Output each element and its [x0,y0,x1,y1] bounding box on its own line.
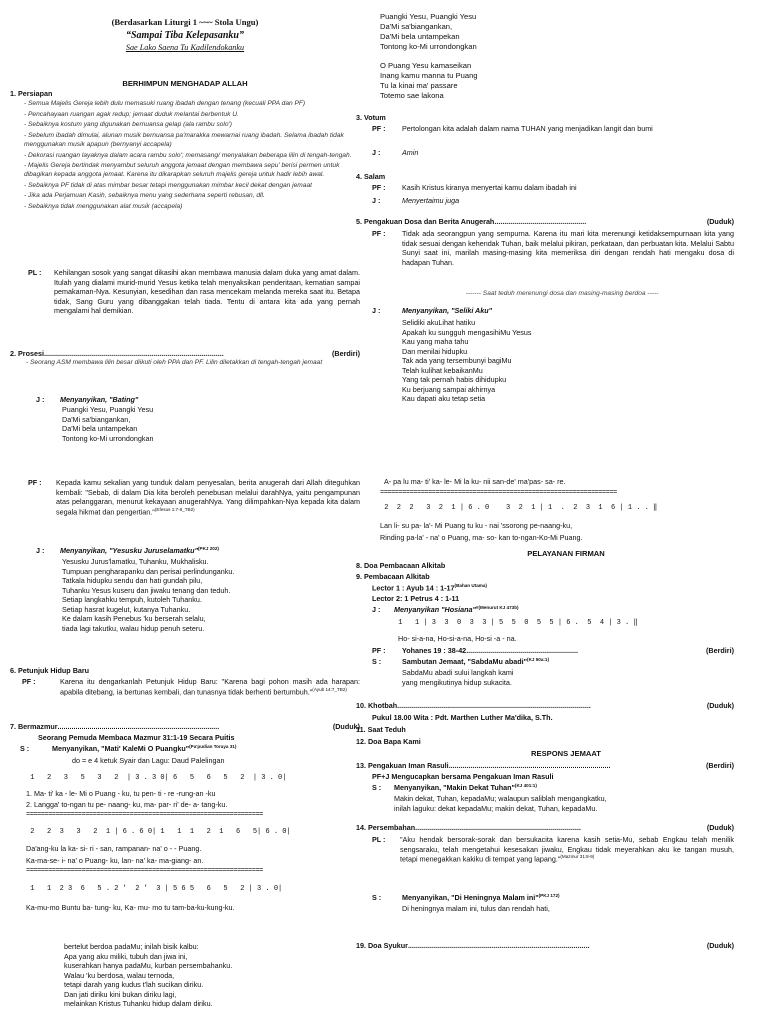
seliki-heading [372,306,492,316]
creed-instruction: PF+J Mengucapkan bersama Pengakuan Iman Rasuli [372,772,554,781]
scripture-ref: (Efesus 1:7-8_TB2) [154,506,195,512]
note: - Sebaiknya tidak menggunakan alat musik (accapela) [24,203,183,211]
lyric-line: Da'Mi bela untampekan [380,32,460,42]
response-text: Menyertaimu juga [402,196,460,205]
leader-dots: .............................................. [494,217,587,226]
j-tag: J : [372,605,381,614]
section-14-label: 14. Persembahan [356,823,416,832]
posture: (Duduk) [706,701,734,710]
sermon-info: Pukul 18.00 Wita : Pdt. Marthen Luther Ma'dika, S.Th. [372,713,553,722]
offering-pl [372,835,734,864]
note: - Sebaiknya PF tidak di atas mimbar besar tetapi menggunakan mimbar kecil dekat dengan jemaat [24,181,312,189]
song-title: Menyanyikan "Hosiana" [394,605,476,614]
song-ref: (KJ 50a:1) [527,657,550,662]
lyric-line: tiada lagi takutku, walau hidup penuh seteru. [62,623,205,633]
preparation-notes [24,100,360,212]
section-8-label: 8. Doa Pembacaan Alkitab [356,561,446,570]
pf-tag: PF : [22,677,36,686]
song-ref: (Pa'pudian Toraya 31) [189,744,237,749]
lyric-line: Rinding pa-la' - na' o Puang, ma- so- kan to-ngan-Ko-Mi Puang. [380,533,583,542]
lyric-line: Puangki Yesu, Puangki Yesu [62,405,154,414]
section-19-label: 19. Doa Syukur [356,941,408,950]
staff-separator: ================================================================ [26,867,263,875]
hosiana-heading [372,605,519,615]
sabdamu-lyrics [402,668,513,687]
song-ref: #(Menurut KJ 473b) [475,605,519,610]
lyric-line: Yesusku Jurus'lamatku, Tuhanku, Mukhalisku. [62,557,209,566]
song-title: Menyanyikan, "Di Heningnya Malam ini" [402,893,539,902]
lyric-line: Ku berjuang sampai akhirnya [402,384,496,394]
lector-1-text: Lector 1 : Ayub 14 : 1-17 [372,583,455,593]
section-14-header [356,823,734,833]
j-tag: J : [36,395,45,404]
silent-prayer-note: ------- Saat teduh merenungi dosa dan masing-masing berdoa ----- [465,290,659,297]
scripture-ref: (Ayub 14:7_TB2) [312,686,347,692]
makin-dekat-heading [372,783,537,793]
bating-lyrics-continued [380,12,478,101]
lyric-line: Ka-mu-mo Buntu ba- tung- ku, Ka- mu- mo tu tam-ba-ku-kung-ku. [26,903,235,912]
lyric-line: Yang tak pernah habis dihidupku [402,375,507,384]
offering-body: "Aku hendak bersorak-sorak dan bersukacita karena kasih setia-Mu, sebab Engkau telah menilik sengsaraku, telah mengetahui kesesakan jiwaku, Engkau tidak meyerahkan aku ke tangan musuh, tetapi menegakkan kakiku di tempat yang lapang." [400,835,734,864]
lyric-line: Tuhanku Yesus kuseru dan jiwaku tenang dan teduh. [62,585,231,595]
lyric-line: Da'ang-ku la ka- si- ri - san, rampanan- na' o - - Puang. [26,844,202,853]
lyric-line: Telah kulihat kebaikanMu [402,365,483,375]
j-tag: J : [372,196,381,205]
s-tag: S : [20,744,30,753]
petunjuk-body: Karena itu dengarkanlah Petunjuk Hidup Baru: "Karena bagi pohon masih ada harapan: apabila ditebang, ia bertunas kembali, dan tunasnya tidak berhenti bertumbuh." [60,677,360,696]
j-tag: J : [36,546,45,555]
staff-separator: ================================================================ [380,489,617,497]
lyric-line: A- pa lu ma- ti' ka- le- Mi la ku- nii san-de' ma'pas- sa- re. [384,477,566,486]
section-12-label: 12. Doa Bapa Kami [356,737,421,746]
section-title-respons: RESPONS JEMAAT [531,749,601,758]
note: - Jika ada Perjamuan Kasih, sebaiknya menu yang sederhana seperti rebusan, dll. [24,192,265,200]
song-title: Menyanyikan, "Bating" [60,395,139,404]
j-tag: J : [372,306,381,315]
petunjuk-hidup-baru [22,677,360,696]
lyric-line: Walau 'ku berdosa, walau ternoda, [64,970,175,980]
section-7-header [10,722,360,732]
posture: (Berdiri) [332,349,360,358]
psalm-song-heading [20,744,236,754]
pf-tag: PF : [372,124,386,133]
posture: (Duduk) [706,217,734,226]
notation-line-3: 1 1 2 3 6 5 . 2 ' 2 ' 3 | 5 6 5 6 5 2 | 3 . 0| [26,885,283,893]
lyric-line: kuserahkan hanya padaMu, kurban persembahanku. [64,961,233,970]
lyric-line: Tontong ko-Mi urrondongkan [380,42,477,52]
liturgy-line: (Berdasarkan Liturgi 1 ~~~ Stola Ungu) [111,17,259,27]
procession-note: - Seorang ASM membawa lilin besar diikuti oleh PPA dan PF. Lilin diletakkan di tengah-tengah jemaat [26,359,323,366]
pf-tag: PF : [372,229,386,238]
s-tag: S : [372,783,382,792]
lyric-line: Da'Mi sa'biangankan, [62,414,131,424]
lyric-line: Tontong ko-Mi urrondongkan [62,433,154,443]
salam-j [372,196,459,206]
votum-text: Pertolongan kita adalah dalam nama TUHAN yang menjadikan langit dan bumi [402,124,653,133]
votum-pf [372,124,732,134]
lyric-line: Tumpuan pengharapanku dan perisai perlindunganku. [62,566,235,576]
j-tag: J : [372,148,381,157]
lyric-line: Ka-ma-se- i- na' o Puang- ku, lan- na' ka- ma-giang- an. [26,856,204,865]
seliki-lyrics [402,318,531,404]
song-title: Sambutan Jemaat, "SabdaMu abadi" [402,657,528,666]
pl-tag: PL : [372,835,386,844]
leader-dots: ........................................................................................... [407,941,590,950]
note: - Pencahayaan ruangan agak redup; jemaat duduk melantai berbentuk U. [24,110,239,118]
section-3-label: 3. Votum [356,113,386,122]
pf-grace-body: Kepada kamu sekalian yang tunduk dalam penyesalan, berita anugerah dari Allah diteguhkan kembali: "Sebab, di dalam Dia kita beroleh penebusan melalui darahNya, yaitu pengampunan atas pelanggaran, menurut kekayaan anugerahNya. Yang dilimpahkan-Nya kepada kita dalam segala hikmat dan pengertian." [56,478,360,516]
continued-lyrics [64,942,232,1009]
s-tag: S : [372,893,382,902]
song-title: Menyanyikan, "Makin Dekat Tuhan" [394,783,515,792]
song-ref: (PKJ 172) [538,893,560,898]
posture: (Berdiri) [706,646,734,655]
lyric-line: Ke dalam kasih Penebus 'ku berserah selalu, [62,614,206,623]
lyric-line: Da'Mi bela untampekan [62,424,138,433]
pengakuan-text: Tidak ada seorangpun yang sempurna. Karena itu mari kita merenungi ketidaksempurnaan kita yang tidak sesuai dengan kehendak Tuhan, baik melalui pikiran, perkataan, dan perbuatan kita. Melalui Sabtu Sunyi saat ini, marilah masing-masing kita memeriksa diri dengan rendah hati mengaku dosa di hadapan Tuhan. [402,229,734,267]
note: - Dekorasi ruangan layaknya dalam acara rambu solo'; memasang/ menyalakan beberapa lilin di tengah-tengah. [24,151,352,159]
section-2-label: 2. Prosesi [10,349,44,358]
lyric-line: Tak ada yang tersembunyi bagiMu [402,356,512,365]
lyric-line: Makin dekat, Tuhan, kepadaMu; walaupun saliblah mengangkatku, [394,794,607,803]
lyric-line: Dan jati diriku kini bukan diriku lagi, [64,989,177,999]
section-4-label: 4. Salam [356,172,386,181]
pf-tag: PF : [28,478,42,487]
lyric-line: Lan li- su pa- la'- Mi Puang tu ku - nai 'ssorong pe-naang-ku, [380,521,573,530]
pf-grace [28,478,360,516]
makin-dekat-lyrics [394,794,607,813]
section-2-header [10,349,360,359]
votum-j [372,148,418,158]
psalm-instruction: Seorang Pemuda Membaca Mazmur 31:1-19 Secara Puitis [38,733,235,742]
section-9-label: 9. Pembacaan Alkitab [356,572,430,581]
bating-lyrics [62,405,154,443]
salam-pf [372,183,577,193]
lyric-line: bertelut berdoa padaMu; inilah bisik kalbu: [64,942,199,951]
salam-text: Kasih Kristus kiranya menyertai kamu dalam ibadah ini [402,183,577,192]
notation-line: 1 1 | 3 3 0 3 3 | 5 5 0 5 5 | 6 . 5 4 | 3 . ‖ [394,619,638,627]
lyric-line: Kau yang maha tahu [402,337,469,346]
lyric-line: tetapi darah yang kudus t'lah sucikan diriku. [64,980,204,989]
heningnya-heading [372,893,560,903]
lyric-line: inilah laguku: dekat kepadaMu; makin dekat, Tuhan, kepadaMu. [394,803,598,813]
lyric-line: Apakah ku sungguh mengasihiMu Yesus [402,327,532,337]
section-5-label: 5. Pengakuan Dosa dan Berita Anugerah [356,217,495,226]
lector-1-note: (Bahan Utama) [454,583,487,588]
theme-subtitle: Sae Lako Saena Tu Kadilendokanku [125,43,245,52]
response-text: Amin [402,148,419,157]
pf-tag: PF : [372,183,386,192]
yesusku-lyrics [62,557,234,633]
posture: (Duduk) [706,823,734,832]
pl-text: Kehilangan sosok yang sangat dikasihi akan membawa manusia dalam duka yang amat dalam. Itulah yang dialami murid-murid Yesus ketika telah menyaksikan penderitaan, kematian sampai pemakaman-Nya. Kesunyian, kesedihan dan rasa mencekam melanda mereka saat itu. Betapa tidak, Sang Guru yang dibanggakan telah tiada. Tentu di antara kita ada yang pernah mengalami hal demikian. [54,268,360,315]
section-10-header [356,701,734,711]
lyric-line: 2. Langga' to-ngan tu pe- naang- ku, ma- par- ri' de- a- tang-ku. [26,800,228,809]
pl-tag: PL : [28,268,42,277]
pf-grace-text [50,478,360,516]
offering-text [394,835,734,864]
pf-tag: PF : [372,646,386,655]
note: - Semua Majelis Gereja lebih dulu memasuki ruang ibadah dengan tenang (kecuali PPA dan PF) [24,100,306,107]
lyric-line: SabdaMu abadi sului langkah kami [402,668,514,677]
lyric-line: 1. Ma- ti' ka - le- Mi o Puang - ku, tu pen- ti - re -rung-an -ku [26,789,216,798]
notation-line-1: 1 2 3 5 3 2 | 3 . 3 0| 6 5 6 5 2 | 3 . 0| [26,774,287,782]
note: - Sebelum ibadah dimulai, alunan musik bernuansa pa'marakka mewarnai ruang ibadah. Selama ibadah tidak menggunakan musik apapun (bernyanyi accapela) [24,132,344,148]
gospel-ref: Yohanes 19 : 38-42 [402,646,467,655]
sabdamu-heading [372,657,549,667]
note: - Sebaiknya kostum yang digunakan bernuansa gelap (ala rambu solo') [24,121,232,129]
leader-dots: .......................................................................................... [43,349,224,358]
section-11-label: 11. Saat Teduh [356,725,406,734]
lyric-line: Inang kamu manna tu Puang [380,71,478,81]
staff-separator: ================================================================ [26,811,263,819]
section-title-berhimpun: BERHIMPUN MENGHADAP ALLAH [122,79,248,88]
song-key: do = e 4 ketuk Syair dan Lagu: Daud Palelingan [72,756,225,765]
song-ref: (KJ 401:1) [514,783,537,788]
lyric-line: Da'Mi sa'biangankan, [380,22,453,32]
section-19-header [356,941,734,951]
section-title-pelayanan: PELAYANAN FIRMAN [527,549,605,558]
lyric-line: O Puang Yesu kamaseikan [380,61,472,71]
lyric-line: melainkan Kristus Tuhanku hidup dalam diriku. [64,999,213,1008]
song-title: Menyanyikan, "Yesusku Juruselamatku" [60,546,198,555]
note: - Majelis Gereja bertindak menyambut seluruh anggota jemaat dengan membawa sepu' berisi permen untuk dibagikan kepada anggota jemaat. Karena itu dikarapkan seluruh majelis gereja untuk hadir lebih awal. [24,162,340,178]
petunjuk-text [52,677,360,696]
lyric-line: Dan menilai hidupku [402,346,468,356]
section-10-label: 10. Khotbah [356,701,398,710]
lyric-line: Tu la kinai ma' passare [380,81,458,91]
lyric-line: yang mengikutinya hidup sukacita. [402,677,512,687]
lyric-line: Tatkala hidupku sendu dan hati gundah pilu, [62,576,203,585]
theme-title: “Sampai Tiba Kelepasanku” [126,30,244,41]
yesusku-heading [36,546,219,556]
leader-dots: ........................................................ [466,646,579,655]
notation-line-2: 2 2 3 3 2 1 | 6 . 6 0| 1 1 1 2 1 6 5| 6 . 0| [26,828,291,836]
pengakuan-pf [372,229,734,267]
leader-dots: ................................................................................. [57,722,220,731]
lector-1 [372,583,487,593]
posture: (Berdiri) [706,761,734,770]
song-title: Menyanyikan, "Seliki Aku" [402,306,493,315]
section-13-label: 13. Pengakuan Iman Rasuli [356,761,449,770]
scripture-ref: (Mazmur 31:8-9) [560,854,595,859]
lyric-line: Totemo sae lakona [380,91,444,101]
leader-dots: ................................................................................... [415,823,581,832]
lyric-line: Kau dapati aku tetap setia [402,394,486,403]
section-6-label: 6. Petunjuk Hidup Baru [10,666,90,675]
lyric-line: Selidiki akuLihat hatiku [402,318,476,327]
gospel-reading [372,646,734,656]
section-5-header [356,217,734,227]
pl-opening [28,268,360,316]
leader-dots: ................................................................................. [448,761,611,770]
section-7-label: 7. Bermazmur [10,722,58,731]
lyric-line: Apa yang aku miliki, tubuh dan jiwa ini, [64,951,188,961]
lyric-line: Setiap hasrat kugelut, kutanya Tuhanku. [62,604,191,614]
lyric-line: Puangki Yesu, Puangki Yesu [380,12,477,21]
notation-line: 2 2 2 3 2 1 | 6 . 0 3 2 1 | 1 . 2 3 1 6 | 1 . . ‖ [380,504,658,512]
posture: (Duduk) [706,941,734,950]
lyric-line: Ho- si-a-na, Ho-si-a-na, Ho-si -a - na. [398,634,517,643]
section-1-label: 1. Persiapan [10,89,53,98]
song-title: Menyanyikan, "Mati' KaleMi O Puangku" [52,744,190,753]
posture: (Duduk) [332,722,360,731]
section-13-header [356,761,734,771]
bating-heading [36,395,138,405]
song-ref: (PKJ 202) [197,546,219,551]
leader-dots: ................................................................................................. [397,701,591,710]
lyric-line: Setiap langkahku tempuh, kutoleh Tuhanku. [62,595,202,604]
lector-2: Lector 2: 1 Petrus 4 : 1-11 [372,594,460,603]
s-tag: S : [372,657,382,666]
lyric-line: Di heningnya malam ini, tulus dan rendah hati, [402,904,550,913]
